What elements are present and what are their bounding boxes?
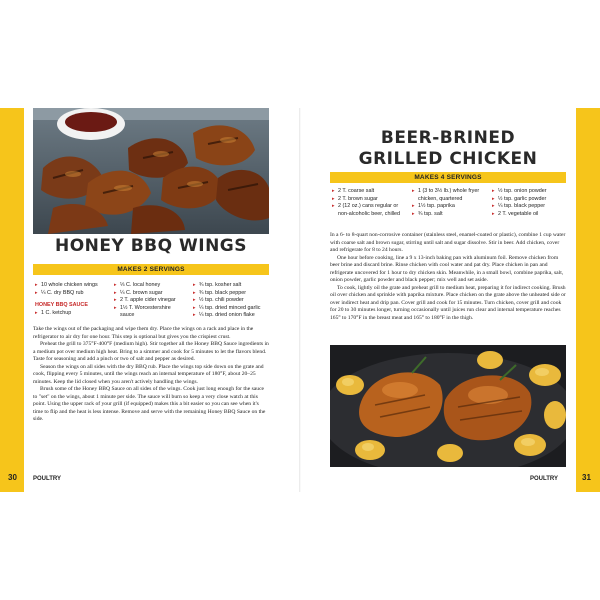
ingredient-item: ▸ ½ tsp. onion powder [492, 188, 568, 196]
ingredient-item: ▸ ½ tsp. chili powder [193, 297, 271, 305]
recipe-title-line-1: BEER-BRINED [380, 128, 516, 148]
ingredient-continuation: sauce [120, 312, 135, 319]
ingredient-item: ▸ 1 (3 to 3½ lb.) whole fryer [412, 188, 488, 196]
instruction-paragraph: Take the wings out of the packaging and wipe them dry. Place the wings on a rack and place in the refrigerator to air dry for one hour. This step is optional but gives you the crispiest crust. [33, 326, 254, 340]
servings-banner: MAKES 2 SERVINGS [33, 264, 269, 275]
ingredient-item: ▸ 1½ T. Worcestershire [114, 305, 192, 313]
ingredient-item: ▸ ¾ tsp. salt [412, 211, 488, 219]
ingredients-column-2 [412, 188, 488, 218]
ingredient-item: ▸ ½ tsp. garlic powder [492, 196, 568, 204]
recipe-title [330, 128, 566, 170]
instruction-paragraph: Season the wings on all sides with the dry BBQ rub. Place the wings top side down on the grate and cook, flipping every 5 minutes, until the wings reach an internal temperature of 180°F, about 20–25 minutes. Keep the lid closed when you aren't actively handling the wings. [33, 363, 264, 385]
ingredient-item: ▸ ¼ C. brown sugar [114, 290, 192, 298]
page-number: 30 [8, 473, 17, 482]
ingredients-column-2 [114, 282, 192, 320]
ingredient-item: ▸ 2 T. vegetable oil [492, 211, 568, 219]
page-number: 31 [582, 473, 591, 482]
ingredient-item: ▸ 1 C. ketchup [35, 310, 113, 318]
ingredients-column-3 [492, 188, 568, 218]
ingredient-item: ▸ 2 T. coarse salt [332, 188, 408, 196]
instructions [33, 326, 269, 424]
instruction-paragraph: One hour before cooking, line a 9 x 13-inch baking pan with aluminum foil. Remove chicken from beer brine and discard brine. Rinse chicken with cool water and pat dry. Place chicken in pan and refrigerate uncovered for 1 hour to dry chicken skin. Meanwhile, in a small bowl, combine paprika, salt, onion powder, garlic powder and black pepper; mix well and set aside. [330, 254, 564, 283]
servings-banner: MAKES 4 SERVINGS [330, 172, 566, 183]
recipe-title-line-2: GRILLED CHICKEN [358, 149, 538, 169]
ingredient-item: ▸ ¼ tsp. dried onion flake [193, 312, 271, 320]
ingredients-column-3 [193, 282, 271, 320]
ingredient-item: ▸ 2 T. apple cider vinegar [114, 297, 192, 305]
grilled-chicken-photo [330, 345, 566, 467]
instruction-paragraph: Preheat the grill to 375°F-400°F (medium high). Stir together all the Honey BBQ Sauce ingredients in a medium pot over medium high heat. Bring to a simmer and cook for 5 minutes to let the flavors blend. Taste for seasoning and add a pinch or two of salt and pepper as desired. [33, 341, 269, 362]
section-footer: POULTRY [33, 476, 61, 482]
ingredient-continuation: non-alcoholic beer, chilled [338, 210, 401, 217]
book-gutter [299, 108, 301, 492]
ingredient-item: ▸ ¼ C. dry BBQ rub [35, 290, 113, 298]
ingredients-column-1 [35, 282, 113, 317]
instructions [330, 232, 566, 322]
instruction-paragraph: Brush some of the Honey BBQ Sauce on all sides of the wings. Cook just long enough for the sauce to "set" on the wings, about 1 minute per side. The sauce will burn so keep a very close watch at this point. Using the upper rack of your grill (if equipped) makes this a bit easier so you can see when it's time to flip and the heat is less intense. Remove and serve with the remaining Honey BBQ Sauce on the side. [33, 386, 266, 422]
section-footer: POULTRY [530, 476, 558, 482]
ingredients-column-1 [332, 188, 408, 218]
left-edge-tab [0, 108, 24, 492]
ingredient-item: ▸ ¼ tsp. black pepper [492, 203, 568, 211]
subrecipe-title: HONEY BBQ SAUCE [35, 302, 88, 309]
ingredient-item: ▸ ¾ tsp. kosher salt [193, 282, 271, 290]
bbq-wings-photo [33, 108, 269, 234]
ingredient-item: ▸ ¼ tsp. dried minced garlic [193, 305, 271, 313]
ingredient-item: ▸ ⅓ C. local honey [114, 282, 192, 290]
ingredient-item: ▸ 2 T. brown sugar [332, 196, 408, 204]
instruction-paragraph: In a 6- to 8-quart non-corrosive container (stainless steel, enamel-coated or plastic), combine 1 cup water with coarse salt and brown sugar, stirring until salt and sugar dissolve. Stir in beer. Add chicken, cover and refrigerate for 8 to 24 hours. [330, 232, 566, 253]
instruction-paragraph: To cook, lightly oil the grate and preheat grill to medium heat, preparing it for indirect cooking. Brush oil over chicken and sprinkle with paprika mixture. Place chicken on the grate above the unheated side or over indirect heat and drip pan. Cover grill and cook for 15 minutes. Turn chicken, cover grill and cook for 20 to 30 minutes longer, turning occasionally until juices run clear and internal temperature reaches 165° to 170°F in the breast meat and 165° to 180°F in the thigh. [330, 284, 566, 321]
ingredient-item: ▸ 2 (12 oz.) cans regular or [332, 203, 408, 211]
right-edge-tab [576, 108, 600, 492]
ingredient-item: ▸ 1½ tsp. paprika [412, 203, 488, 211]
ingredient-continuation: chicken, quartered [418, 195, 463, 202]
ingredient-item: ▸ 10 whole chicken wings [35, 282, 113, 290]
recipe-title: HONEY BBQ WINGS [54, 236, 248, 256]
ingredient-item: ▸ ¾ tsp. black pepper [193, 290, 271, 298]
